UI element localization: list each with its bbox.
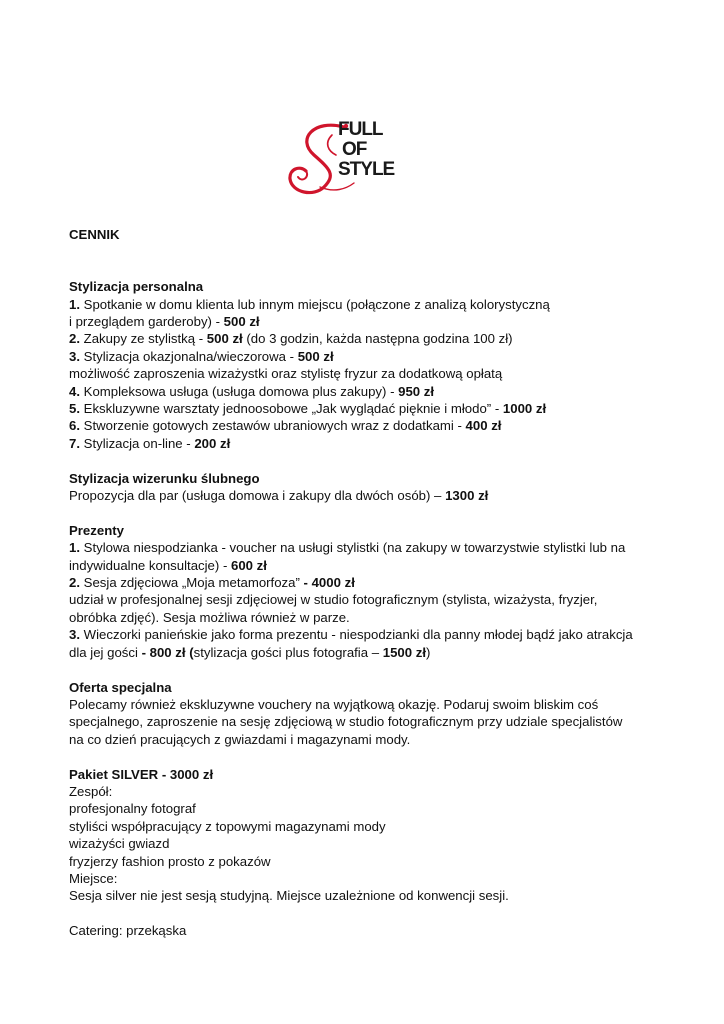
paragraph-line: na co dzień pracujących z gwiazdami i magazynami mody. bbox=[69, 731, 411, 747]
list-note: udział w profesjonalnej sesji zdjęciowej w studio fotograficznym (stylista, wizażysta, fryzjer, bbox=[69, 592, 598, 608]
paragraph-line: Sesja silver nie jest sesją studyjną. Miejsce uzależnione od konwencji sesji. bbox=[69, 888, 509, 904]
section-heading-personal: Stylizacja personalna bbox=[69, 279, 204, 295]
page-title: CENNIK bbox=[69, 227, 120, 242]
list-item: 6. Stworzenie gotowych zestawów ubraniowych wraz z dodatkami - 400 zł bbox=[69, 418, 502, 434]
price-list bbox=[69, 226, 679, 940]
paragraph-line: profesjonalny fotograf bbox=[69, 801, 196, 817]
list-item: 4. Kompleksowa usługa (usługa domowa plus zakupy) - 950 zł bbox=[69, 383, 435, 399]
paragraph-line: wizażyści gwiazd bbox=[69, 836, 170, 852]
paragraph-line: Catering: przekąska bbox=[69, 923, 187, 939]
paragraph-line: styliści współpracujący z topowymi magazynami mody bbox=[69, 818, 386, 834]
paragraph-line: Zespół: bbox=[69, 783, 113, 799]
list-item: 1. Stylowa niespodzianka - voucher na usługi stylistki (na zakupy w towarzystwie stylistki lub na bbox=[69, 540, 626, 556]
list-item: Propozycja dla par (usługa domowa i zakupy dla dwóch osób) – 1300 zł bbox=[69, 488, 489, 504]
list-item: indywidualne konsultacje) - 600 zł bbox=[69, 557, 267, 573]
paragraph-line: specjalnego, zaproszenie na sesję zdjęciową w studio fotograficznym przy udziale specjalistów bbox=[69, 714, 623, 730]
list-note: obróbka zdjęć). Sesja możliwa również w parze. bbox=[69, 609, 350, 625]
section-heading-silver-package: Pakiet SILVER - 3000 zł bbox=[69, 766, 214, 782]
paragraph-line: Polecamy również ekskluzywne vouchery na wyjątkową okazję. Podaruj swoim bliskim coś bbox=[69, 696, 599, 712]
logo-line-full: FULL bbox=[338, 119, 383, 140]
paragraph-line: fryzjerzy fashion prosto z pokazów bbox=[69, 853, 271, 869]
section-heading-wedding: Stylizacja wizerunku ślubnego bbox=[69, 470, 260, 486]
logo-wordmark bbox=[338, 120, 398, 180]
list-item: 5. Ekskluzywne warsztaty jednoosobowe „Jak wyglądać pięknie i młodo” - 1000 zł bbox=[69, 401, 547, 417]
section-heading-special-offer: Oferta specjalna bbox=[69, 679, 172, 695]
list-item: 2. Sesja zdjęciowa „Moja metamorfoza” - 4000 zł bbox=[69, 575, 355, 591]
list-item: i przeglądem garderoby) - 500 zł bbox=[69, 314, 260, 330]
list-item: 1. Spotkanie w domu klienta lub innym miejscu (połączone z analizą kolorystyczną bbox=[69, 296, 550, 312]
list-item: 7. Stylizacja on-line - 200 zł bbox=[69, 435, 231, 451]
list-item: dla jej gości - 800 zł (stylizacja gości plus fotografia – 1500 zł) bbox=[69, 644, 431, 660]
list-note: możliwość zaproszenia wizażystki oraz stylistę fryzur za dodatkową opłatą bbox=[69, 366, 503, 382]
list-item: 3. Wieczorki panieńskie jako forma prezentu - niespodzianki dla panny młodej bądź jako atrakcja bbox=[69, 627, 633, 643]
section-heading-gifts: Prezenty bbox=[69, 522, 124, 538]
list-item: 3. Stylizacja okazjonalna/wieczorowa - 500 zł bbox=[69, 348, 334, 364]
list-item: 2. Zakupy ze stylistką - 500 zł (do 3 godzin, każda następna godzina 100 zł) bbox=[69, 331, 513, 347]
logo-line-of: OF bbox=[342, 139, 367, 160]
logo-line-style: STYLE bbox=[338, 159, 395, 180]
paragraph-line: Miejsce: bbox=[69, 870, 118, 886]
